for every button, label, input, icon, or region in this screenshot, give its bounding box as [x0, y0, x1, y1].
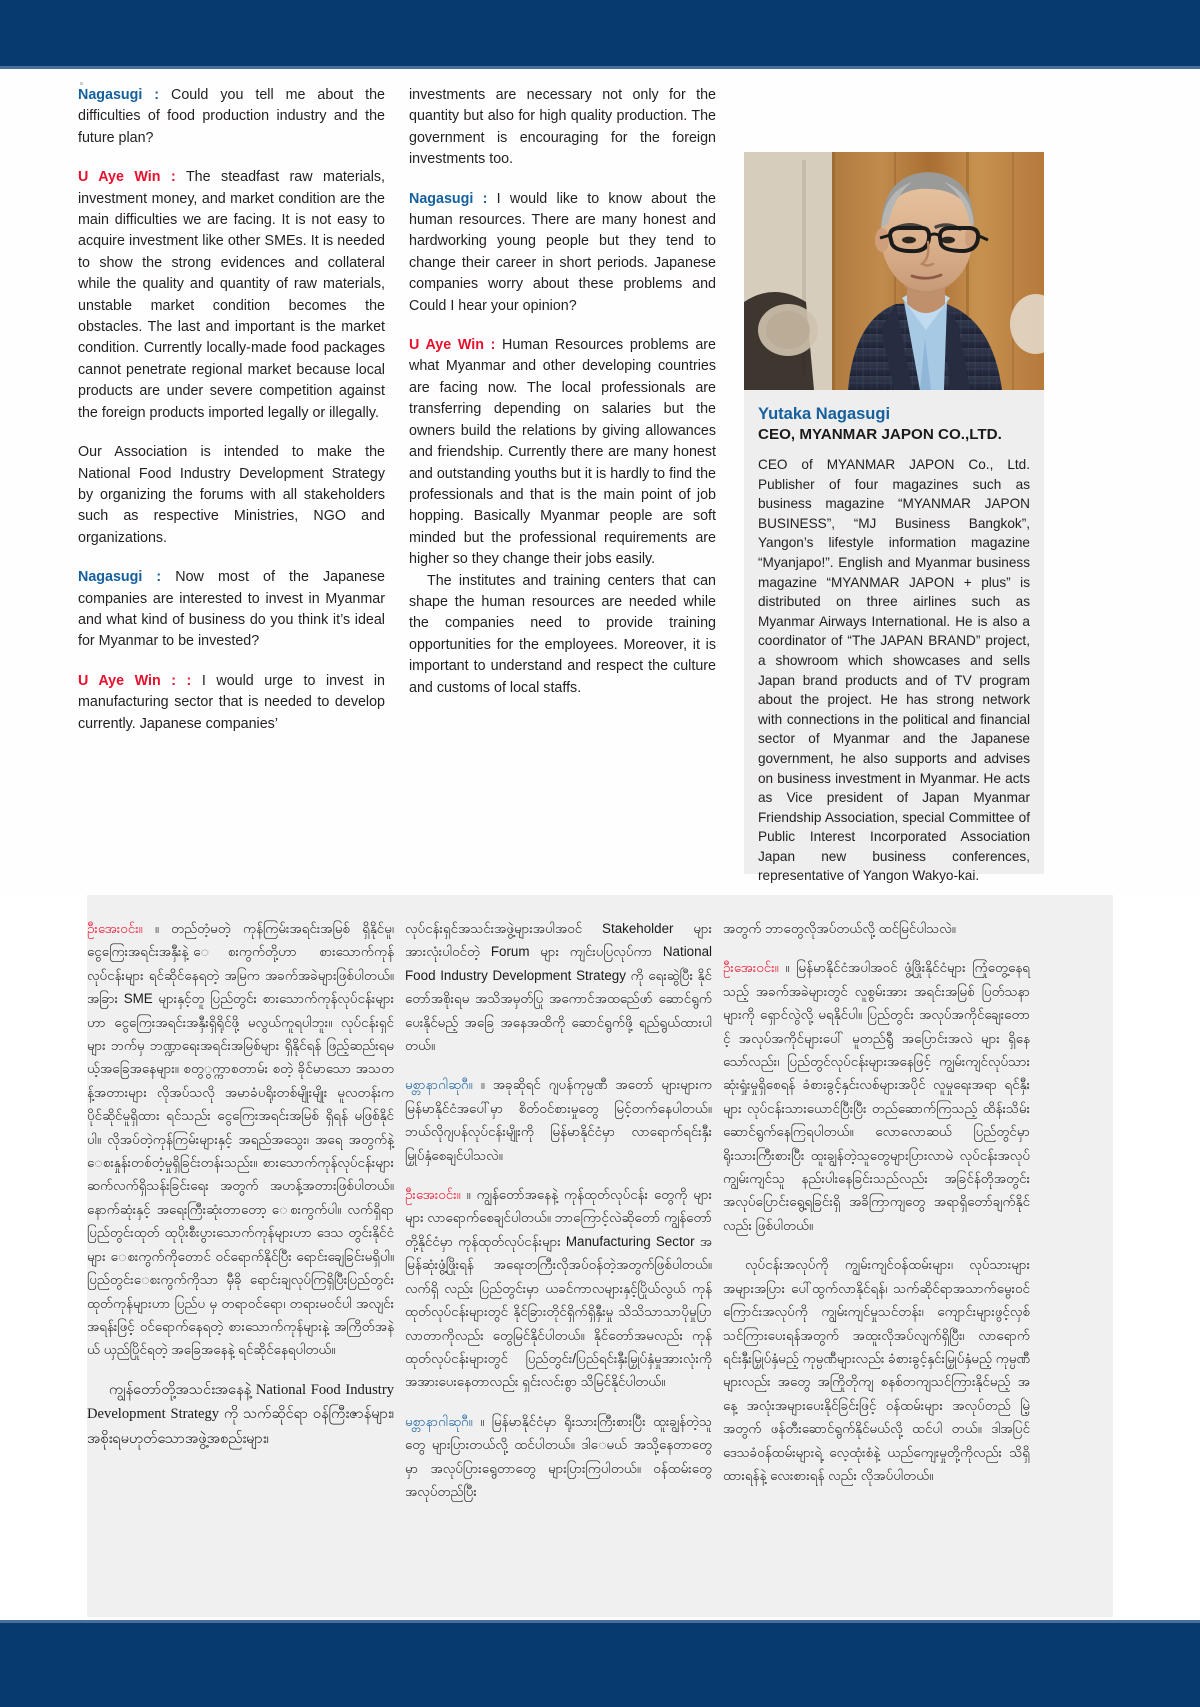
qa-text: investments are necessary not only for the quantity but also for high quality production. The government is encouraging for the foreign investments too.: [409, 87, 716, 168]
profile-title: CEO, MYANMAR JAPON CO.,LTD.: [758, 426, 1002, 443]
qa-text: Human Resources problems are what Myanmar and other developing countries are facing now. The local professionals are transferring depending on salaries but the owners build the relations by giving allowances and friendship. Currently there are many honest and outstanding youths but it is hardly to find the professionals and that is the main point of job hopping. Basically Myanmar people are soft minded but the professional requirements are higher so they change their jobs easily.: [409, 337, 716, 568]
qa-block: [409, 85, 716, 171]
qa-block: [405, 917, 712, 1057]
portrait-photo-graphic: [744, 152, 1044, 390]
qa-text: I would like to know about the human resources. There are many honest and hardworking young people but they tend to change their career in short periods. Japanese companies worry about these problems and Could I hear your opinion?: [409, 190, 716, 314]
qa-text: ။ ကျွန်တော်အနေနဲ့ ကုန်ထုတ်လုပ်ငန်း တွေကို များများ လာရောက်စေချင်ပါတယ်။ ဘာကြောင့်လဲဆိုတော် ကျွန်တော်တို့နိုင်ငံမှာ ကုန်ထုတ်လုပ်ငန်းများ Manufacturing Sector အမြန်ဆုံးဖွံ့ဖြိုးရန် အရေးတကြီးလိုအပ်ဝန်တဲ့အတွက်ဖြစ်ပါတယ်။ လက်ရှိ လည်း ပြည်တွင်းမှာ ယခင်ကာလများနှင့်ပြိုယ်လွယ် ကုန်ထုတ်လုပ်ငန်းများတွင် နိုင်ခြားတိုင်ရှိက်ရှိနှီးမှု သိသိသာသာပိုမှုပြာလာတာကိုလည်း တွေမြင်နိုင်ပါတယ်။ နိုင်တော်အမလည်း ကုန်ထုတ်လုပ်ငန်းများတွင် ပြည်တွင်း/ပြည်ရင်းနှီးမြှုပ်နှံမှုအားလုံးကို အအားပေးနေတာလည်း ရှင်းလင်းစွာ သိမြင်နိုင်ပါတယ်။: [405, 1187, 712, 1390]
qa-block: [87, 1378, 394, 1451]
qa-text: Now most of the Japanese companies are interested to invest in Myanmar and what kind of business do you think it’s ideal for Myanmar to be invested?: [78, 569, 385, 650]
qa-text: The institutes and training centers that can shape the human resources are needed while the companies need to provide training opportunities for the employees. Moreover, it is important to understand and respect the culture and customs of local staffs.: [409, 572, 716, 696]
qa-text: The steadfast raw materials, investment money, and market condition are the main difficulties we are facing. It is not easy to acquire investment like other SMEs. It is needed to show the strong evidences and collateral while the quality and quantity of raw materials, unstable market condition becomes the obstacles. The last and important is the market condition. Currently locally-made food packages cannot penetrate regional market because local products are under severe competition against the foreign products imported legally or illegally.: [78, 169, 385, 421]
page-header-bar: [0, 0, 1200, 66]
english-column-2: [409, 85, 716, 699]
qa-text: Our Association is intended to make the National Food Industry Development Strategy by organizing the forums with all stakeholders such as respective Ministries, NGO and organizations.: [78, 444, 385, 546]
qa-block: [409, 189, 716, 317]
page-footer-bar: [0, 1623, 1200, 1707]
qa-text: အတွက် ဘာတွေလိုအပ်တယ်လို့ ထင်မြင်ပါသလဲ။: [723, 921, 956, 936]
speaker-label-u-aye-win: U Aye Win : :: [78, 672, 192, 689]
qa-block: [405, 1183, 712, 1394]
speaker-label-u-aye-win-mm: ဦးအေးဝင်း။: [87, 921, 143, 936]
qa-block: [87, 917, 394, 1362]
qa-block: [78, 442, 385, 549]
qa-block: [78, 567, 385, 653]
qa-text: လုပ်ငန်းအလုပ်ကို ကျွမ်းကျင်ဝန်ထမ်းများ၊ လုပ်သားများ အများအပြား ပေါ်ထွက်လာနိုင်ရန်၊ သက်ဆိုင်ရာအသာက်မွေးဝင်ကြောင်းအလုပ်ကို ကျွမ်းကျင်မှုသင်တန်း၊ ကျောင်းများဖွင့်လှစ်သင်ကြားပေးရန်အတွက် အထူးလိုအပ်လျက်ရှိပြီး၊ လာရောက်ရင်းနှီးမြှုပ်နှံမည့် ကုမ္ပဏီများလည်း ခံစားခွင့်နှင်းမြှုပ်နှံမည့် ကုမ္ပဏီများလည်း အတွေ အကြိုတိုကျ စနစ်တကျသင်ကြားနိုင်မည့် အနေ့ အလုံးအများပေးနိုင်ခြင်းဖြင့် ဝန်ထမ်းများ အလုပ်တည် မြဲ့အတွက် ဖန်တီးဆောင်ရွက်နိုင်မယ်လို့ ထင်ပါ တယ်။ ဒါအပြင် ဒေသခံဝန်ထမ်းများရဲ့ လေ့ထုံးစံနဲ့ ယည်ကျေးမှုတို့ကိုလည်း သိရှိထားရန်နဲ့ လေးစားရန် လည်း လိုအပ်ပါတယ်။: [723, 1257, 1030, 1483]
speaker-label-nagasugi: Nagasugi :: [409, 190, 488, 207]
speaker-label-u-aye-win-mm: ဦးအေးဝင်း။: [723, 960, 779, 976]
qa-text: ။ မြန်မာနိုင်ငံမှာ ရိုးသားကြီးစားပြီး ထူးချွန်တဲ့သူတွေ များပြားတယ်လို့ ထင်ပါတယ်။ ဒါေမယ် အသို့နေတာတွေမှာ အလုပ်ပြားရွေတာတွေ များပြားကြပါတယ်။ ဝန်ထမ်းတွေ အလုပ်တည်ပြီး: [405, 1413, 712, 1499]
profile-bio-box: [744, 390, 1044, 884]
qa-block: [405, 1073, 712, 1167]
qa-block: [723, 1253, 1030, 1487]
scan-artifact: [80, 82, 83, 85]
qa-block: [78, 85, 385, 149]
speaker-label-u-aye-win: U Aye Win :: [78, 169, 176, 186]
qa-text: Could you tell me about the difficulties of food production industry and the future plan?: [78, 87, 385, 146]
burmese-column-1: [87, 917, 394, 1451]
portrait-photo: [744, 152, 1044, 390]
speaker-label-nagasugi-mm: မစ္တာနာဂါဆုဂီ။: [405, 1077, 473, 1093]
qa-text: ။ မြန်မာနိုင်ငံအပါအဝင် ဖွံ့ဖြိုးနိုင်ငံများ ကြုံတွေ့နေရသည့် အခက်အခဲများတွင် လူစွမ်းအား အရင်းအမြစ် ပြတ်သနာများကို ရှောင်လွဲလို့ မရနိုင်ပါ။ ပြည်တွင်း အလုပ်အကိုင်ချေးတောင့် အလုပ်အကိုင်များပေါ် မူတည်ရွီ အပြောင်းအလဲ များ ရှိနေသော်လည်း၊ ပြည်တွင်လုပ်ငန်းများအနေဖြင့် ကျွမ်းကျင်လုပ်သား ဆုံးရှုံးမှုရှိစေရန် ခံစားခွင့်နှင်းလစ်များအပိုင် လူမှုရေးအရာ ရင်နှီးများ လုပ်ငန်းသားယောင်ပြီးပြီး တည်ဆောက်ကြသည့် ထိန်းသိမ်း ဆောင်ရွက်နေကြရပါတယ်။ လောလောဆယ် ပြည်တွင်မှာ ရိုးသားကြီးစားပြီး ထူးချွန်တဲ့သူတွေများပြားလာမဲ လုပ်ငန်းအလုပ်ကျွမ်းကျင်သူ နည်းပါးနေခြင်းသည်လည်း အခြင်န်တိုအတွင်း အလုပ်ပြောင်းရွေ့ရခြင်းရှိ အခိကြာကျတွေ အရာရှိတော်ချက်နိုင်လည်း ဖြစ်ပါတယ်။: [723, 960, 1030, 1233]
qa-block: [78, 671, 385, 735]
burmese-column-2: [405, 917, 712, 1503]
qa-block: [409, 335, 716, 570]
qa-block: [78, 167, 385, 424]
qa-text: လုပ်ငန်းရှင်အသင်းအဖွဲ့များအပါအဝင် Stakeholder များအားလုံးပါဝင်တဲ့ Forum များ ကျင်းပပြလုပ်ကာ National Food Industry Development Strategy ကို ရေးဆွဲပြီး နိုင်တော်အစိုးရမ အသိအမှတ်ပြု အကောင်အထည်ေဖာ် ဆောင်ရွက်ပေးနိုင်မည့် အခြေ အနေအထိကို ဆောင်ရွက်ဖို့ ရည်ရွယ်ထားပါတယ်။: [405, 921, 712, 1054]
english-column-1: [78, 85, 385, 735]
qa-block: [723, 956, 1030, 1237]
qa-block: [723, 917, 1030, 940]
speaker-label-u-aye-win-mm: ဦးအေးဝင်း။: [405, 1187, 461, 1203]
profile-bio-text: CEO of MYANMAR JAPON Co., Ltd. Publisher of four magazines such as business magazine “MYANMAR JAPON BUSINESS”, “MJ Business Bangkok”, Yangon’s lifestyle information magazine “Myanjapo!”. English and Myanmar business magazine “MYANMAR JAPON + plus” is distributed on three airlines such as Myanmar Airways International. He is also a coordinator of “The JAPAN BRAND” project, a showroom which showcases and sells Japan brand products and of TV program about the project. He has strong network with connections in the political and financial sector of Myanmar and the Japanese government, he also supports and advises on business investment in Myanmar. He acts as Vice president of Japan Myanmar Friendship Association, special Committee of Public Interest Incorporated Association Japan new business conferences, representative of Yangon Wakyo-kai.: [758, 457, 1030, 884]
burmese-column-3: [723, 917, 1030, 1487]
qa-text: ကျွန်တော်တို့အသင်းအနေနဲ့ National Food Industry Development Strategy ကို သက်ဆိုင်ရာ ဝန်ကြီးဇာန်များ၊ အစိုးရမဟုတ်သောအဖွဲ့အစည်းများ၊: [87, 1381, 394, 1447]
speaker-label-nagasugi: Nagasugi :: [78, 87, 160, 103]
burmese-article-panel: [87, 895, 1113, 1617]
qa-block: [405, 1410, 712, 1504]
profile-name: Yutaka Nagasugi: [758, 405, 891, 423]
qa-text: ။ အခုဆိုရင် ဂျပန်ကုမ္ပဏီ အတော် များများက မြန်မာနိုင်ငံအပေါ်မှာ စိတ်ဝင်စားမှုတွေ မြင့်တက်နေပါတယ်။ ဘယ်လိုဂျပန်လုပ်ငန်းမျိုးကို မြန်မာနိုင်ငံမှာ လာရောက်ရင်းနှီးမြှုပ်နှံစေချင်ပါသလဲ။: [405, 1077, 712, 1163]
english-article-area: [0, 69, 1200, 895]
qa-block: [409, 571, 716, 699]
qa-text: I would urge to invest in manufacturing sector that is needed to develop currently. Japanese companies’: [78, 672, 385, 732]
qa-text: ။ တည်တံ့မတဲ့ ကုန်ကြမ်းအရင်းအမြစ် ရှိနိုင်မူ၊ ငွေကြေးအရင်းအနှီးနဲ့ ေစးကွက်တို့ဟာ စားသောက်ကုန်လုပ်ငန်းများ ရင်ဆိုင်နေရတဲ့ အမြက အခက်အခဲများဖြစ်ပါတယ်။ အခြား SME များနှင့်တူ ပြည်တွင်း စားသောက်ကုန်လုပ်ငန်းများဟာ ငွေကြေးအရင်းအနှီးရှိရိုင်ဖို့ မလွယ်ကူရပါဘူး။ လုပ်ငန်းရှင်များ ဘက်မှ ဘဏ္ဍာရေးအရင်းအမြစ်များ ရှိနိုင်ရန် ဖြည့်ဆည်းရမယ့်အခြေအနေများ။ စတွွက္ကာစတာမ်း စတဲ့ ခိုင်မာသော အသတန့်အတားများ လိုအပ်သလို အမာခံပရိုးတစ်မျိုးမျိုး မူလတန်းက ပိုင်ဆိုင်မူရှိထား ရင်သည်း ငွေကြေးအရင်းအမြစ် ရှိရန် မဖြစ်နိုင်ပါ။ လိုအပ်တဲ့ကုန်ကြမ်းများနှင့် အရည်အသွေး၊ အရေ အတွက်နဲ့ ေစးနှုန်းတစ်တံ့မှုရှိခြင်းတန်းသည်း။ စားသောက်ကုန်လုပ်ငန်းများ ဆက်လက်ရှိသန်းခြင်းရေး အတွက် အဟန့်အတားဖြစ်ပါတယ်။ နောက်ဆုံးနှင့် အရေးကြီးဆုံးတာတော့ ေစးကွက်ပါ။ လက်ရှိရာ ပြည်တွင်းထုတ် ထုပိုးစီးပွားသောက်ကုန်များဟာ ဒေသ တွင်းနိုင်ငံများ ေစးကွက်ကိုတောင် ဝင်ရောက်နိုင်ပြီး ရောင်းချေခြင်းမရှိပါ။ ပြည်တွင်းေစးကွက်ကိုသာ မှီခို ရောင်းချလုပ်ကြရှိပြီးပြည်တွင်းထုတ်ကုန်များဟာ ပြည်ပ မှ တရာဝင်ရော၊ တရားမဝင်ပါ အလျင်းအရန်းဖြင့် ဝင်ရောက်နေရတဲ့ စားသောက်ကုန်များနဲ့ အကြိတ်အနဲယ် ယှည်ပြိုင်ရတဲ့ အခြေအနေနဲ့ ရင်ဆိုင်နေရပါတယ်။: [87, 921, 394, 1358]
speaker-label-u-aye-win: U Aye Win :: [409, 337, 496, 354]
speaker-label-nagasugi: Nagasugi :: [78, 569, 162, 586]
speaker-label-nagasugi-mm: မစ္တာနာဂါဆုဂီ။: [405, 1413, 473, 1429]
